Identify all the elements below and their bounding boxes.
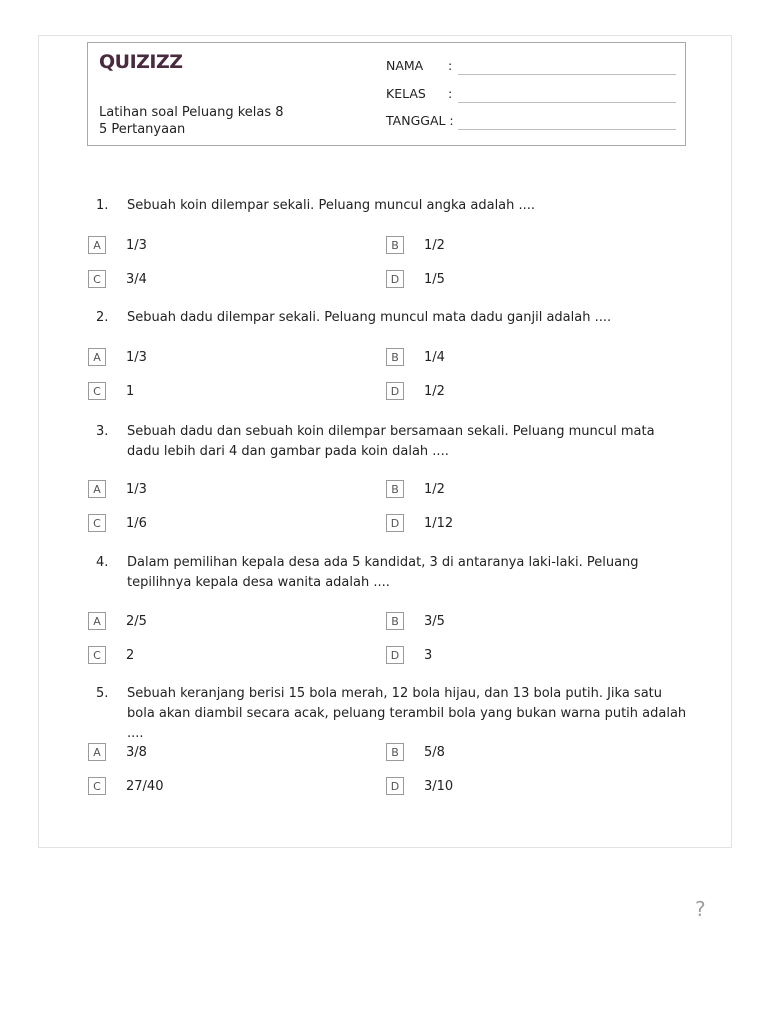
option-value: 1/3 <box>126 238 147 253</box>
option-value: 3/8 <box>126 745 147 760</box>
option-letter-box: A <box>88 348 106 366</box>
option-letter-box: A <box>88 612 106 630</box>
question-text: Sebuah dadu dan sebuah koin dilempar bersamaan sekali. Peluang muncul mata dadu lebih dari 4 dan gambar pada koin dalah .... <box>127 424 655 459</box>
name-field <box>386 58 676 76</box>
option-value: 1/2 <box>424 384 445 399</box>
date-blank-line <box>458 129 676 130</box>
question-text: Dalam pemilihan kepala desa ada 5 kandidat, 3 di antaranya laki-laki. Peluang tepilihnya kepala desa wanita adalah .... <box>127 555 639 590</box>
option-value: 1/4 <box>424 350 445 365</box>
option-letter-box: B <box>386 612 404 630</box>
name-label: NAMA <box>386 58 424 73</box>
option-value: 2 <box>126 648 135 663</box>
option-letter-box: B <box>386 743 404 761</box>
option-value: 3 <box>424 648 433 663</box>
question-number: 3. <box>96 424 109 439</box>
quizizz-logo: QUIZIZZ <box>99 51 183 73</box>
option-letter-box: D <box>386 777 404 795</box>
option-letter-box: B <box>386 480 404 498</box>
question-number: 1. <box>96 198 109 213</box>
option-letter-box: D <box>386 270 404 288</box>
question-number: 5. <box>96 686 109 701</box>
option-letter-box: A <box>88 743 106 761</box>
option-value: 1/3 <box>126 350 147 365</box>
question-number: 4. <box>96 555 109 570</box>
class-blank-line <box>458 102 676 103</box>
date-field <box>386 113 676 131</box>
question-number: 2. <box>96 310 109 325</box>
option-value: 1/2 <box>424 482 445 497</box>
name-colon: : <box>448 58 453 73</box>
option-value: 2/5 <box>126 614 147 629</box>
help-icon[interactable]: ? <box>695 897 706 921</box>
option-letter-box: C <box>88 646 106 664</box>
option-value: 1/3 <box>126 482 147 497</box>
option-letter-box: A <box>88 480 106 498</box>
option-value: 27/40 <box>126 779 164 794</box>
question-count: 5 Pertanyaan <box>99 122 186 137</box>
option-value: 3/4 <box>126 272 147 287</box>
option-letter-box: C <box>88 777 106 795</box>
date-label: TANGGAL : <box>386 113 454 128</box>
class-colon: : <box>448 86 453 101</box>
option-letter-box: D <box>386 646 404 664</box>
option-value: 3/10 <box>424 779 454 794</box>
option-letter-box: D <box>386 382 404 400</box>
name-blank-line <box>458 74 676 75</box>
question-text: Sebuah dadu dilempar sekali. Peluang muncul mata dadu ganjil adalah .... <box>127 310 612 325</box>
option-letter-box: C <box>88 514 106 532</box>
option-value: 3/5 <box>424 614 445 629</box>
worksheet-header <box>87 42 686 146</box>
option-value: 1/12 <box>424 516 454 531</box>
class-label: KELAS <box>386 86 426 101</box>
question-text: Sebuah keranjang berisi 15 bola merah, 12 bola hijau, dan 13 bola putih. Jika satu bola akan diambil secara acak, peluang terambil bola yang bukan warna putih adalah .... <box>127 686 687 741</box>
option-letter-box: C <box>88 382 106 400</box>
option-value: 1/2 <box>424 238 445 253</box>
class-field <box>386 86 676 104</box>
option-letter-box: B <box>386 348 404 366</box>
worksheet-page <box>38 35 732 848</box>
option-value: 1/6 <box>126 516 147 531</box>
option-value: 5/8 <box>424 745 445 760</box>
quiz-title: Latihan soal Peluang kelas 8 <box>99 105 284 120</box>
option-letter-box: B <box>386 236 404 254</box>
option-letter-box: C <box>88 270 106 288</box>
option-letter-box: D <box>386 514 404 532</box>
option-value: 1/5 <box>424 272 445 287</box>
question-text: Sebuah koin dilempar sekali. Peluang muncul angka adalah .... <box>127 198 536 213</box>
option-value: 1 <box>126 384 135 399</box>
option-letter-box: A <box>88 236 106 254</box>
